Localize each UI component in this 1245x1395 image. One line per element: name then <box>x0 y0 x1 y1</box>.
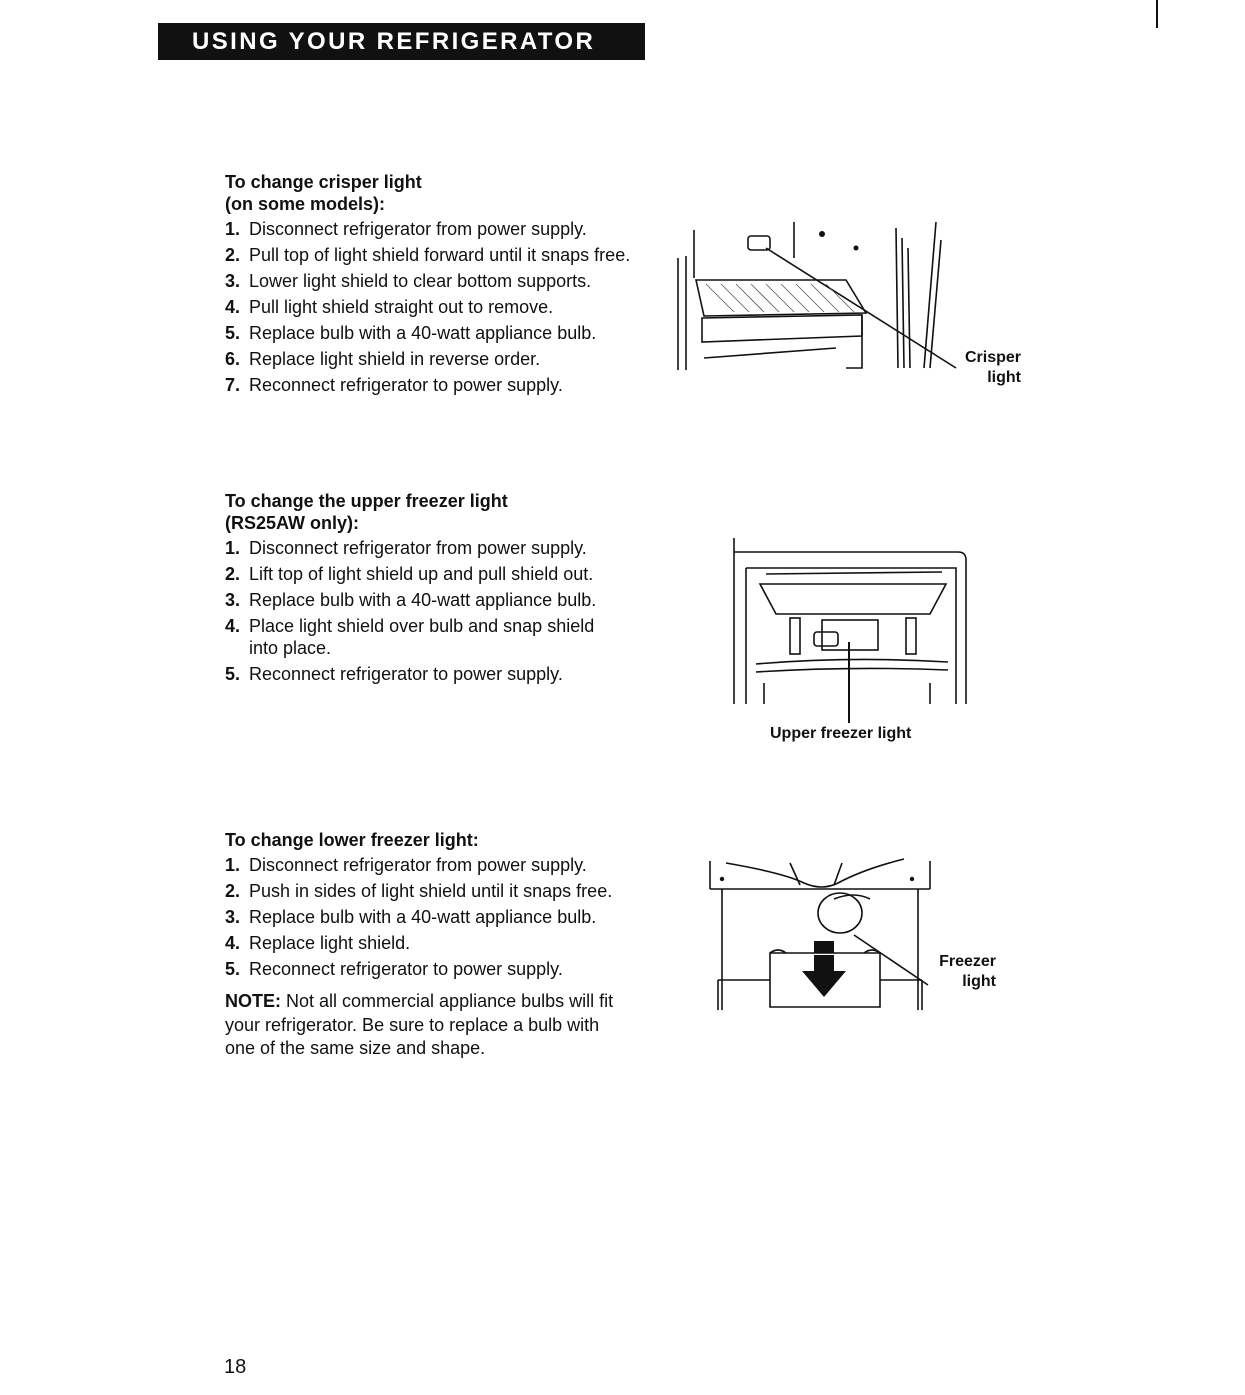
note-text: Not all commercial appliance bulbs will fit your refrigerator. Be sure to replace a bulb with one of the same size and shape. <box>225 991 614 1058</box>
upper-freezer-heading-line2: (RS25AW only): <box>225 513 360 533</box>
list-item <box>225 322 645 344</box>
step-text: Pull light shield straight out to remove. <box>249 297 554 317</box>
step-number: 5. <box>225 959 241 979</box>
list-item <box>225 374 645 396</box>
step-text: Replace bulb with a 40-watt appliance bulb. <box>249 590 597 610</box>
crisper-light-label <box>957 348 1021 388</box>
step-number: 6. <box>225 349 241 369</box>
step-text: Replace light shield. <box>249 933 411 953</box>
crisper-steps-list <box>225 218 645 396</box>
step-number: 7. <box>225 375 241 395</box>
crisper-heading-line1: To change crisper light <box>225 172 422 192</box>
step-text: Replace light shield in reverse order. <box>249 349 541 369</box>
step-text: Reconnect refrigerator to power supply. <box>249 959 563 979</box>
step-text: Replace bulb with a 40-watt appliance bulb. <box>249 907 597 927</box>
list-item <box>225 270 645 292</box>
list-item <box>225 663 605 685</box>
step-text: Replace bulb with a 40-watt appliance bulb. <box>249 323 597 343</box>
upper-freezer-heading <box>225 490 605 534</box>
crisper-drawing <box>676 218 966 378</box>
upper-freezer-light-section <box>225 490 605 689</box>
step-text: Pull top of light shield forward until it snaps free. <box>249 245 631 265</box>
step-number: 5. <box>225 323 241 343</box>
step-text: Disconnect refrigerator from power supply. <box>249 538 587 558</box>
step-text: Disconnect refrigerator from power supply. <box>249 855 587 875</box>
step-text: Lower light shield to clear bottom supports. <box>249 271 592 291</box>
step-number: 2. <box>225 564 241 584</box>
step-number: 3. <box>225 271 241 291</box>
lower-freezer-drawing <box>704 855 940 1017</box>
step-number: 5. <box>225 664 241 684</box>
upper-freezer-drawing <box>730 538 972 723</box>
list-item <box>225 615 605 659</box>
list-item <box>225 348 645 370</box>
freezer-label-line2: light <box>962 973 996 990</box>
upper-freezer-steps-list <box>225 537 605 685</box>
section-banner: USING YOUR REFRIGERATOR <box>158 23 645 60</box>
list-item <box>225 854 645 876</box>
upper-freezer-light-label: Upper freezer light <box>770 725 912 742</box>
step-text: Push in sides of light shield until it snaps free. <box>249 881 613 901</box>
step-number: 4. <box>225 933 241 953</box>
list-item <box>225 906 645 928</box>
step-text: Reconnect refrigerator to power supply. <box>249 664 563 684</box>
step-text: Lift top of light shield up and pull shield out. <box>249 564 594 584</box>
list-item <box>225 537 605 559</box>
crisper-heading-line2: (on some models): <box>225 194 386 214</box>
lower-freezer-light-illustration <box>704 855 996 1017</box>
step-number: 1. <box>225 219 241 239</box>
step-text: Reconnect refrigerator to power supply. <box>249 375 563 395</box>
step-text: Disconnect refrigerator from power supply. <box>249 219 587 239</box>
list-item <box>225 296 645 318</box>
step-number: 3. <box>225 590 241 610</box>
list-item <box>225 563 605 585</box>
page-number: 18 <box>224 1356 247 1378</box>
step-number: 1. <box>225 855 241 875</box>
freezer-label-line1: Freezer <box>939 953 996 970</box>
lower-freezer-light-section <box>225 829 645 1061</box>
step-number: 4. <box>225 297 241 317</box>
lower-freezer-steps-list <box>225 854 645 980</box>
lower-freezer-heading: To change lower freezer light: <box>225 830 479 850</box>
crisper-label-line2: light <box>987 369 1021 386</box>
step-number: 2. <box>225 245 241 265</box>
crop-mark <box>1156 0 1158 28</box>
bulb-compatibility-note <box>225 990 625 1061</box>
crisper-heading <box>225 171 645 215</box>
upper-freezer-light-illustration <box>730 538 972 742</box>
list-item <box>225 932 645 954</box>
list-item <box>225 958 645 980</box>
crisper-light-section <box>225 171 645 400</box>
list-item <box>225 244 645 266</box>
crisper-label-line1: Crisper <box>964 349 1021 366</box>
step-number: 2. <box>225 881 241 901</box>
crisper-light-illustration <box>676 218 1021 386</box>
step-text: Place light shield over bulb and snap shield into place. <box>249 616 595 658</box>
step-number: 3. <box>225 907 241 927</box>
list-item <box>225 218 645 240</box>
freezer-light-label <box>930 952 996 992</box>
upper-freezer-heading-line1: To change the upper freezer light <box>225 491 508 511</box>
step-number: 4. <box>225 616 241 636</box>
note-label: NOTE: <box>225 991 281 1011</box>
list-item <box>225 589 605 611</box>
list-item <box>225 880 645 902</box>
step-number: 1. <box>225 538 241 558</box>
